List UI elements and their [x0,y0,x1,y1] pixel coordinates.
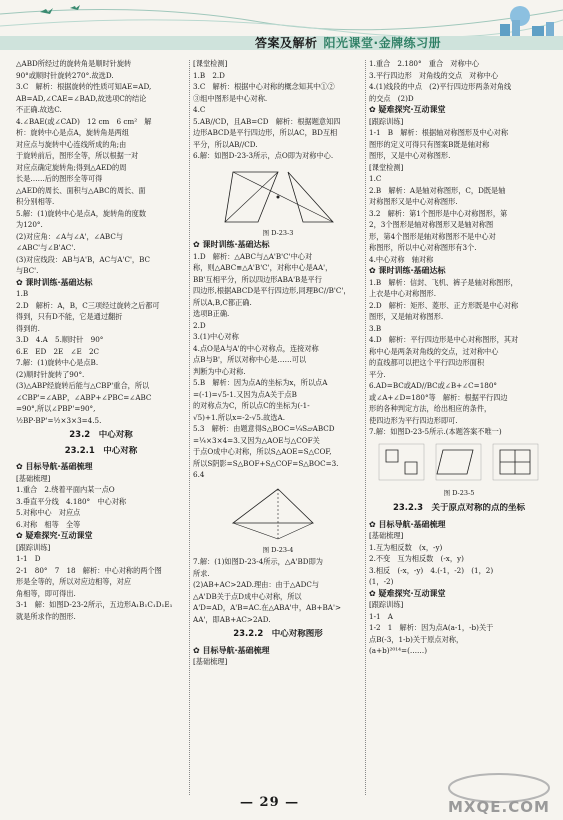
answer-line: 判断为中心对称. [193,366,246,376]
answer-line: [基础梳理] [16,473,51,483]
chapter-heading: 23.2.1 中心对称 [64,445,138,456]
answer-line: 1.B 2.D [193,70,225,80]
answer-line: 形的各种判定方法，给出相应的条件， [369,404,492,413]
answer-line: BB'互相平分，所以四边形ABA'B是平行 [193,274,322,284]
figure-caption: 图 D-23-3 [262,228,294,237]
answer-line: 点B(-3，1-b)关于原点对称， [369,634,464,644]
section-heading: ✿ 课时训练·基础达标 [16,277,93,287]
answer-line: 角相等，即可得出. [16,588,76,598]
section-heading: ✿ 目标导航·基础梳理 [369,519,446,529]
chapter-heading: 23.2 中心对称 [69,430,133,440]
page-number: — 29 — [240,795,300,810]
answer-line: 的对称点为C，所以点C的坐标为(-1- [193,401,310,410]
bird-icon [70,5,80,10]
answer-line: 2-1 80° 7 18 解析：中心对称的两个图 [16,565,162,575]
answer-line: 图形，又是中心对称图形. [369,151,451,160]
answer-line: 点B与B'，所以对称中心是……可以 [193,355,307,364]
answer-line: 析：旋转中心是点A，旋转角是两组 [16,128,130,137]
answer-line: 图形的定义可得只有图案B既是轴对称 [369,139,490,149]
answer-line: △AED的周长、面积与△ABC的周长、面 [16,185,146,195]
answer-line: 3.2 解析：第1个图形是中心对称图形，第 [369,208,508,218]
answer-line: 1-1 A [369,611,393,621]
answer-line: 对称图形又是中心对称图形. [369,197,458,206]
answer-line: 得到的. [16,323,40,333]
answer-line: (2)AB+AC>2AD.理由：由于△ADC与 [193,580,320,589]
answer-line: √5)+1.所以x=-2-√5.故选A. [193,412,286,422]
answer-line: A'D=AD，A'B=AC.在△ABA'中，AB+BA'> [193,603,341,612]
section-heading: ✿ 疑难探究·互动课堂 [369,588,446,598]
answer-line: (a+b)²⁰¹⁴=(……) [369,646,428,655]
answer-line: 6.E ED 2E ∠E 2C [16,346,100,356]
answer-line: 4.点O是A与A'的中心对称点，连接对称 [193,343,319,353]
watermark-text: MXQE.COM [448,798,550,816]
answer-line: 不正确.故选C. [16,105,62,114]
page-header [0,0,563,58]
answer-line: 1.重合 2.绕着平面内某一点O [16,485,115,494]
section-heading: ✿ 课时训练·基础达标 [369,266,446,275]
figure-d-23-3 [213,164,343,226]
answer-line: 3.C 解析：根据旋转的性质可知AE=AD, [16,82,152,91]
answer-line: 1-2 1 解析：因为点A(a-1，-b)关于 [369,623,494,632]
answer-line: 4.(1)线段的中点 (2)平行四边形两条对角线 [369,82,512,91]
answer-line: 选项B正确. [193,309,230,318]
answer-line: (2)对应角：∠A与∠A'，∠ABC与 [16,231,124,241]
column-divider [365,60,366,795]
answer-line: 2.D 解析：矩形、菱形、正方形既是中心对称 [369,300,519,310]
answer-line: 5.解：(1)旋转中心是点A，旋转角的度数 [16,208,147,218]
answer-line: 形，第4个图形是轴对称图形不是中心对 [369,231,496,241]
header-title [255,34,441,51]
answer-line: 四边形,根据ABCD是平行四边形,同理BC//B'C'， [193,286,351,295]
header-title-right: 阳光课堂·金牌练习册 [323,36,442,50]
answer-line: 所求. [193,568,210,578]
answer-line: 90°或顺时针旋转270°.故选D. [16,70,114,80]
column-divider [189,60,190,795]
answer-line: 3.D 4.A 5.顺时针 90° [16,335,104,344]
answer-line: AB=AD,∠CAE=∠BAD,故选项C的结论 [16,93,147,103]
answer-line: AA'，即AB+AC>2AD. [193,614,271,624]
answer-line: 4.D 解析：平行四边形是中心对称图形，其对 [369,335,519,344]
answer-line: 3.C 解析：根据中心对称的概念知其中①② [193,82,335,91]
answer-line: 1.B [16,289,29,298]
figure-d-23-4 [223,483,333,543]
answer-line: 7.解：如图D-23-5所示.(本题答案不唯一) [369,427,502,436]
answer-line: 4.中心对称 轴对称 [369,254,434,264]
answer-line: 3.平行四边形 对角线的交点 对称中心 [369,70,499,80]
answer-line: 与BC'. [16,266,39,275]
answer-line: (3)△ABP经旋转后能与△CBP'重合，所以 [16,381,150,390]
answer-line: 6.解：如图D-23-3所示，点O即为对称中心. [193,151,334,160]
section-heading: ✿ 目标导航·基础梳理 [193,645,270,655]
answer-line: 1-1 D [16,554,41,563]
answer-line: 的交点 (2)D [369,93,414,103]
answer-line: 1.B 解析：信封、飞机、裤子是轴对称图形， [369,277,518,287]
answer-line: 4.∠BAE(或∠CAD) 12 cm 6 cm² 解 [16,116,152,126]
answer-line: 1.互为相反数 (x，-y) [369,542,443,552]
section-heading: ✿ 疑难探究·互动课堂 [16,531,93,540]
answer-line: 5.AB//CD，且AB=CD 解析：根据题意知四 [193,116,341,126]
answer-line: 4.C [193,105,206,114]
header-title-left: 答案及解析 [255,36,318,50]
answer-line: 平分，所以AB//CD. [193,139,258,149]
answer-line: [基础梳理] [193,657,228,666]
answer-line: 边形ABCD是平行四边形，所以AC，BD互相 [193,128,338,137]
answer-line: [跟踪训练] [369,116,404,126]
answer-line: [课堂检测] [193,59,228,68]
answer-line: 使四边形为平行四边形即可. [369,415,458,425]
answer-column-3 [369,58,549,657]
answer-line: 称图形，所以中心对称图形有3个. [369,243,477,252]
answer-column-1 [16,58,186,622]
answer-line: 的直线都可以把这个平行四边形面积 [369,358,485,367]
figure-caption: 图 D-23-5 [443,488,475,497]
answer-line: 1-1 B 解析：根据轴对称图形及中心对称 [369,128,509,137]
answer-line: 于旋转前后，图形全等，所以根据一对 [16,151,139,160]
answer-line: [跟踪训练] [369,600,404,609]
answer-line: 所以S阴影=S△BOF+S△COF=S△BOC=3. [193,458,339,468]
section-heading: ✿ 疑难探究·互动课堂 [369,105,446,114]
section-heading: ✿ 课时训练·基础达标 [193,240,270,249]
answer-line: [基础梳理] [369,531,404,540]
answer-line: 得到，只有D不能，它是通过翻折 [16,312,123,321]
answer-line: 3.(1)中心对称 [193,332,239,341]
section-heading: ✿ 目标导航·基础梳理 [16,462,93,471]
answer-line: 所以A,B,C都正确. [193,297,252,307]
answer-line: ½BP·BP'=½×3×3=4.5. [16,415,102,425]
answer-line: 2.不变 互为相反数 (-x，y) [369,554,464,563]
answer-line: 对应点确定旋转角;得到△AED的周 [16,162,127,172]
figure-caption: 图 D-23-4 [262,545,294,554]
answer-line: 对应点与旋转中心连线所成的角;由 [16,139,127,149]
answer-line: △A'DB关于点D成中心对称，所以 [193,591,302,601]
answer-line: (3)对应线段：AB与A'B，AC与A'C'，BC [16,254,151,264]
answer-line: 3-1 解：如图D-23-2所示，五边形A₁B₁C₁D₁E₁ [16,600,173,609]
answer-line: 称，则△ABC≌△A'B'C'，对称中心是AA'， [193,263,333,272]
answer-line: =(-1)=√5-1.又因为点A关于点B [193,389,297,399]
answer-line: △ABD所经过的旋转角是顺时针旋转 [16,59,132,68]
answer-line: 3.相反 (-x，-y) 4.(-1，-2) (1，2) [369,565,494,575]
answer-line: 称中心是两条对角线的交点，过对称中心 [369,346,499,356]
answer-line: [跟踪训练] [16,542,51,552]
answer-line: 2，3个图形是轴对称图形又是轴对称图 [369,220,494,229]
answer-line: =¼×3×4=3.又因为△AOE与△COF关 [193,435,320,445]
figure-d-23-5 [374,440,544,486]
answer-line: 3.垂直平分线 4.180° 中心对称 [16,496,127,506]
answer-line: 6.4 [193,470,205,479]
answer-line: ∠CBP'=∠ABP，∠ABP+∠PBC=∠ABC [16,392,152,402]
answer-line: 2.D [193,320,206,330]
answer-line: 上衣是中心对称图形. [369,289,436,298]
answer-line: 1.D 解析：△ABC与△A'B'C'中心对 [193,251,313,261]
answer-line: ∠ABC'与∠B'AC'. [16,243,76,252]
chapter-heading: 23.2.3 关于原点对称的点的坐标 [392,503,526,513]
answer-line: 平分. [369,369,386,379]
answer-line: (2)顺时针旋转了90°. [16,369,85,379]
answer-line: (1，-2) [369,577,394,586]
answer-line: 5.对称中心 对应点 [16,508,81,517]
answer-line: 3.B [369,323,382,333]
chapter-heading: 23.2.2 中心对称图形 [233,629,323,639]
answer-line: 长是……后的图形全等可得 [16,174,103,183]
answer-line: 5.3 解析：由题意得S△BOC=¼S▱ABCD [193,424,335,433]
answer-line: [课堂检测] [369,162,404,172]
answer-column-2 [193,58,363,668]
answer-line: 2.B 解析：A是轴对称图形，C，D既是轴 [369,185,506,195]
answer-line: 1.C [369,174,382,183]
answer-line: 或∠A+∠D=180°等 解析：根据平行四边 [369,392,508,402]
answer-line: 7.解：(1)如图D-23-4所示，△A'BD即为 [193,557,323,566]
answer-line: 6.对称 相等 全等 [16,519,81,529]
answer-line: 形是全等的，所以对应边相等，对应 [16,577,132,586]
answer-line: 图形，又是轴对称图形. [369,312,444,321]
answer-line: 积分别相等. [16,197,55,206]
answer-line: ③组中图形是中心对称. [193,93,268,103]
answer-line: 1.重合 2.180° 重合 对称中心 [369,59,480,68]
answer-line: 6.AD=BC或AD//BC或∠B+∠C=180° [369,381,498,390]
answer-line: 5.B 解析：因为点A的坐标为x，所以点A [193,378,328,387]
answer-line: 为120°. [16,220,43,229]
answer-line: 7.解：(1)旋转中心是点B. [16,358,99,367]
answer-line: =90°,所以∠PBP'=90°, [16,404,96,413]
answer-line: 就是所求作的图形. [16,611,76,621]
answer-line: 于点O成中心对称，所以S△AOE=S△COF, [193,447,332,456]
answer-line: 2.D 解析：A，B，C三项经过旋转之后都可 [16,300,160,310]
